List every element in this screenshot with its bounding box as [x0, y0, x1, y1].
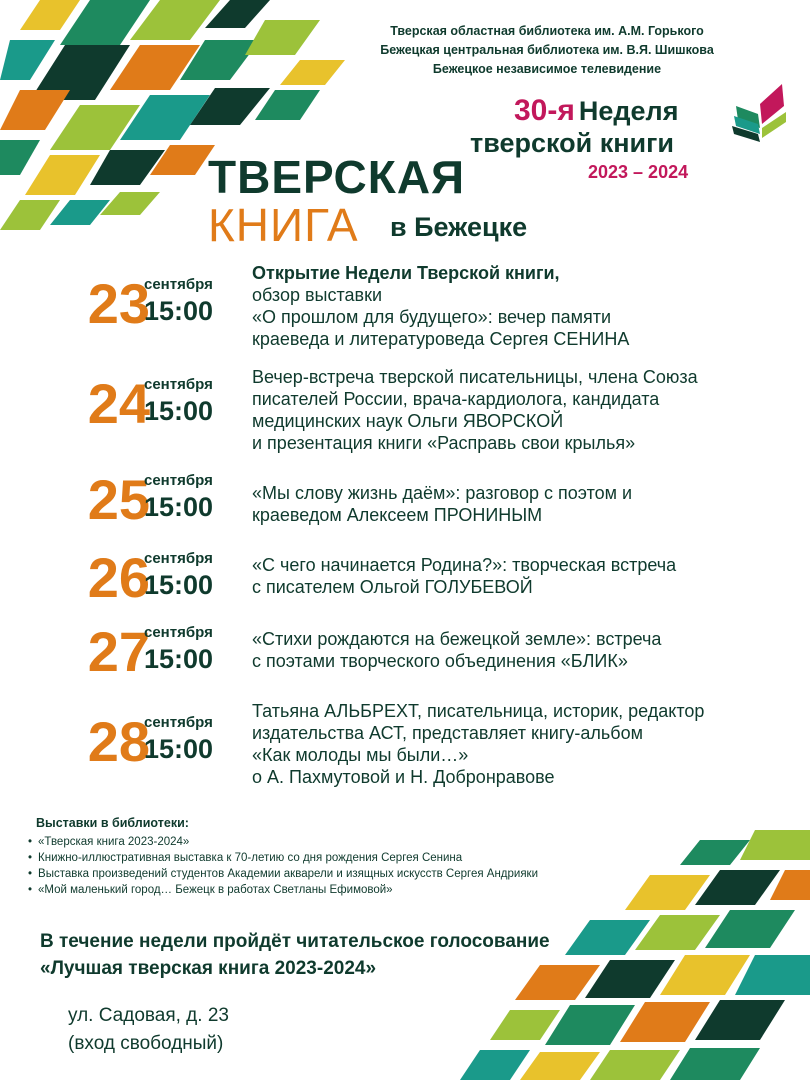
address-line: ул. Садовая, д. 23 [68, 1005, 229, 1026]
week-badge [470, 94, 790, 194]
event-line: с поэтами творческого объединения «БЛИК» [252, 651, 628, 671]
event-line: «Как молоды мы были…» [252, 745, 469, 765]
event-line: «Стихи рождаются на бежецкой земле»: встреча [252, 629, 662, 649]
exhibition-item: • «Тверская книга 2023-2024» [28, 834, 538, 850]
title-line-2: КНИГА [208, 199, 359, 251]
event-description [252, 262, 792, 350]
event-description [252, 628, 792, 672]
event-line: краеведом Алексеем ПРОНИНЫМ [252, 505, 543, 525]
exhibitions-list [28, 834, 538, 898]
event-day: 23 [87, 272, 150, 335]
entry-note: (вход свободный) [68, 1033, 224, 1054]
event-time: 15:00 [144, 492, 214, 522]
event-day: 27 [87, 620, 150, 683]
exhibition-item: • Книжно-иллюстративная выставка к 70-летию со дня рождения Сергея Сенина [28, 850, 538, 866]
event-month: сентября [144, 550, 213, 567]
event-line: краеведа и литературоведа Сергея СЕНИНА [252, 329, 630, 349]
event-month: сентября [144, 276, 213, 293]
event-time: 15:00 [144, 396, 214, 426]
event-time: 15:00 [144, 644, 214, 674]
voting-announcement [40, 928, 550, 982]
event-line: Татьяна АЛЬБРЕХТ, писательница, историк, редактор [252, 701, 705, 721]
event-day: 24 [87, 372, 150, 435]
event-month: сентября [144, 624, 213, 641]
event-line: и презентация книги «Расправь свои крылья» [252, 433, 636, 453]
event-description [252, 700, 792, 788]
event-line: «С чего начинается Родина?»: творческая встреча [252, 555, 677, 575]
event-description [252, 482, 792, 526]
event-line: «Мы слову жизнь даём»: разговор с поэтом и [252, 483, 633, 503]
event-day: 25 [87, 468, 150, 531]
organizers-block [352, 22, 742, 79]
voting-line: В течение недели пройдёт читательское голосование [40, 931, 550, 952]
event-month: сентября [144, 714, 213, 731]
event-time: 15:00 [144, 570, 214, 600]
week-number: 30-я [514, 94, 575, 127]
week-years: 2023 – 2024 [588, 162, 689, 182]
organizer-line: Бежецкое независимое телевидение [432, 62, 662, 76]
event-line: обзор выставки [252, 285, 383, 305]
event-line: писателей России, врача-кардиолога, кандидата [252, 389, 660, 409]
address-block [68, 1002, 229, 1058]
organizer-line: Тверская областная библиотека им. А.М. Горького [390, 24, 704, 38]
exhibitions-title: Выставки в библиотеки: [36, 816, 189, 830]
event-line: о А. Пахмутовой и Н. Добронравове [252, 767, 555, 787]
event-month: сентября [144, 472, 213, 489]
event-month: сентября [144, 376, 213, 393]
event-line: «О прошлом для будущего»: вечер памяти [252, 307, 612, 327]
title-place: в Бежецке [390, 212, 528, 242]
event-line: издательства АСТ, представляет книгу-альбом [252, 723, 643, 743]
voting-line: «Лучшая тверская книга 2023-2024» [40, 958, 377, 979]
week-word: Неделя [578, 96, 679, 126]
event-line: Открытие Недели Тверской книги, [252, 263, 560, 283]
event-description [252, 554, 792, 598]
event-line: Вечер-встреча тверской писательницы, члена Союза [252, 367, 698, 387]
event-day: 28 [87, 710, 150, 773]
week-subtitle: тверской книги [470, 128, 675, 158]
exhibition-item: • «Мой маленький город… Бежецк в работах Светланы Ефимовой» [28, 882, 538, 898]
event-line: с писателем Ольгой ГОЛУБЕВОЙ [252, 577, 533, 597]
event-day: 26 [87, 546, 150, 609]
event-description [252, 366, 792, 454]
title-line-1: ТВЕРСКАЯ [208, 151, 466, 203]
organizer-line: Бежецкая центральная библиотека им. В.Я. Шишкова [380, 43, 714, 57]
event-line: медицинских наук Ольги ЯВОРСКОЙ [252, 411, 564, 431]
open-book-icon [732, 84, 788, 144]
event-time: 15:00 [144, 296, 214, 326]
event-time: 15:00 [144, 734, 214, 764]
exhibition-item: • Выставка произведений студентов Академии акварели и изящных искусств Сергея Андрияки [28, 866, 538, 882]
